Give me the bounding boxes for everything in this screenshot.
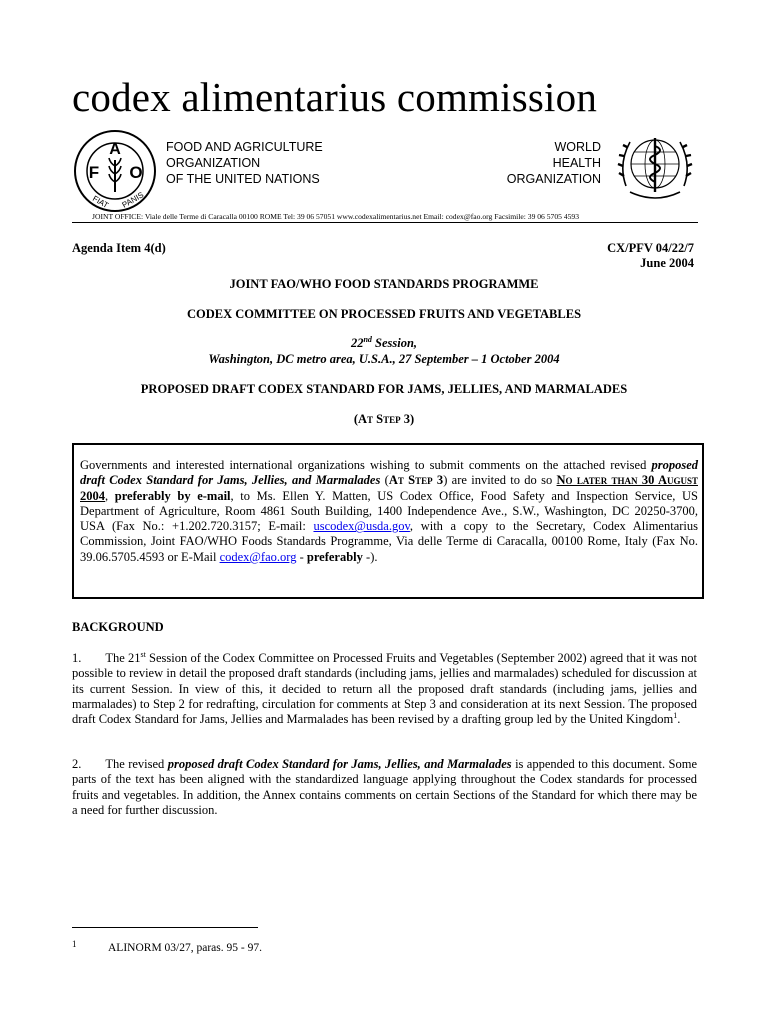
who-name-line3: ORGANIZATION: [506, 172, 601, 186]
paragraph-text: .: [677, 712, 681, 727]
session-heading: [0, 336, 768, 351]
fao-name-line3: OF THE UNITED NATIONS: [166, 172, 320, 186]
notice-text: , to Ms. Ellen Y. Matten, US Codex Office, Food Safety and Inspection Service, US Department of Agriculture, Room 4861 South Building, 1400 Independence Ave., S.W., Washington, DC 20250-3700, USA (Fax No.: +1.202.720.3157; E-mail:: [80, 488, 698, 534]
doc-ref-code: CX/PFV 04/22/7: [607, 241, 694, 255]
notice-step: At Step 3: [388, 473, 444, 488]
joint-office-contact: JOINT OFFICE: Viale delle Terme di Caracalla 00100 ROME Tel: 39 06 57051 www.codexalimentarius.net Email: codex@fao.org Facsimile: 39 06 5705 4593: [92, 212, 580, 221]
notice-text: ) are invited to do so: [443, 473, 557, 488]
svg-text:FIAT: FIAT: [91, 193, 111, 211]
header-rule: [72, 222, 698, 223]
document-reference: [607, 241, 694, 271]
svg-text:F: F: [88, 163, 100, 182]
standard-name: proposed draft Codex Standard for Jams, Jellies, and Marmalades: [167, 757, 512, 771]
paragraph-number: 1.: [72, 651, 82, 665]
who-name-line1: WORLD: [554, 140, 601, 154]
notice-deadline: No later than 30 August 2004: [80, 473, 698, 503]
paragraph-text: Session of the Codex Committee on Processed Fruits and Vegetables (September 2002) agreed that it was not possible to review in detail the proposed draft standards (including jams, jellies and marmalades) scheduled for discussion at its current Session. In view of this, it decided to return all the proposed draft standards (including jams, jellies and marmalades) to Step 2 for redrafting, circulation for comments at Step 3 and consideration at its next Session. The proposed draft Codex Standard for Jams, Jellies and Marmalades has been revised by a drafting group led by the United Kingdom: [72, 651, 698, 727]
notice-preferably: preferably: [306, 549, 363, 564]
background-heading: BACKGROUND: [72, 620, 164, 634]
fao-organization-name: [166, 139, 323, 187]
footnote-text: ALINORM 03/27, paras. 95 - 97.: [108, 942, 262, 954]
paragraph-1: [72, 651, 697, 727]
paragraph-number: 2.: [72, 757, 82, 771]
paragraph-text: The 21: [105, 651, 141, 665]
session-number: 22: [350, 336, 364, 350]
footnote-rule: [72, 927, 258, 928]
document-title: codex alimentarius commission: [72, 74, 598, 120]
codex-email-link[interactable]: codex@fao.org: [219, 549, 297, 564]
who-logo-icon: [612, 126, 698, 208]
notice-text: , with a copy to the Secretary, Codex Alimentarius Commission, Joint FAO/WHO Foods Standards Programme, Via delle Terme di Caracalla, 00100 Rome, Italy (Fax No. 39.06.5705.4593 or E-Mail: [80, 519, 698, 564]
notice-text: ,: [105, 488, 115, 503]
paragraph-2: [72, 757, 697, 818]
standard-title: PROPOSED DRAFT CODEX STANDARD FOR JAMS, JELLIES, AND MARMALADES: [140, 382, 628, 396]
session-word: Session,: [371, 336, 418, 350]
footnote-ref: 1: [673, 711, 678, 721]
notice-standard-name: proposed draft Codex Standard for Jams, Jellies, and Marmalades: [80, 458, 698, 488]
svg-text:A: A: [109, 141, 121, 158]
paragraph-text: The revised: [105, 757, 168, 771]
notice-text: Governments and interested international organizations wishing to submit comments on the attached revised: [80, 458, 652, 472]
paragraph-text: is appended to this document. Some parts of the text has been aligned with the standardized language applying throughout the Codex standards for processed fruits and vegetables. In addition, the Annex contains comments on certain Sections of the Standard for which there may be a need for further discussion.: [72, 757, 697, 817]
svg-text:O: O: [129, 163, 143, 182]
notice-text: -: [296, 549, 307, 564]
who-name-line2: HEALTH: [552, 156, 601, 170]
notice-preference: preferably by e-mail: [114, 488, 231, 503]
agenda-item: Agenda Item 4(d): [72, 241, 166, 255]
committee-heading: CODEX COMMITTEE ON PROCESSED FRUITS AND VEGETABLES: [186, 307, 582, 321]
uscodex-email-link[interactable]: uscodex@usda.gov: [313, 519, 410, 534]
svg-text:PANIS: PANIS: [120, 190, 146, 210]
doc-date: June 2004: [640, 256, 694, 270]
ordinal-suffix: st: [140, 649, 146, 659]
fao-name-line1: FOOD AND AGRICULTURE: [166, 140, 323, 154]
who-organization-name: [507, 139, 601, 187]
notice-text: -).: [362, 549, 378, 564]
fao-name-line2: ORGANIZATION: [166, 156, 261, 170]
comment-notice-text: [80, 458, 698, 565]
footnote-number: 1: [72, 939, 77, 949]
session-number-suffix: nd: [363, 334, 372, 344]
session-place: Washington, DC metro area, U.S.A., 27 September – 1 October 2004: [208, 352, 560, 366]
notice-text: (: [380, 473, 389, 488]
programme-heading: JOINT FAO/WHO FOOD STANDARDS PROGRAMME: [229, 277, 539, 291]
step-label: (At Step 3): [353, 412, 415, 426]
fao-logo-icon: [72, 128, 158, 214]
